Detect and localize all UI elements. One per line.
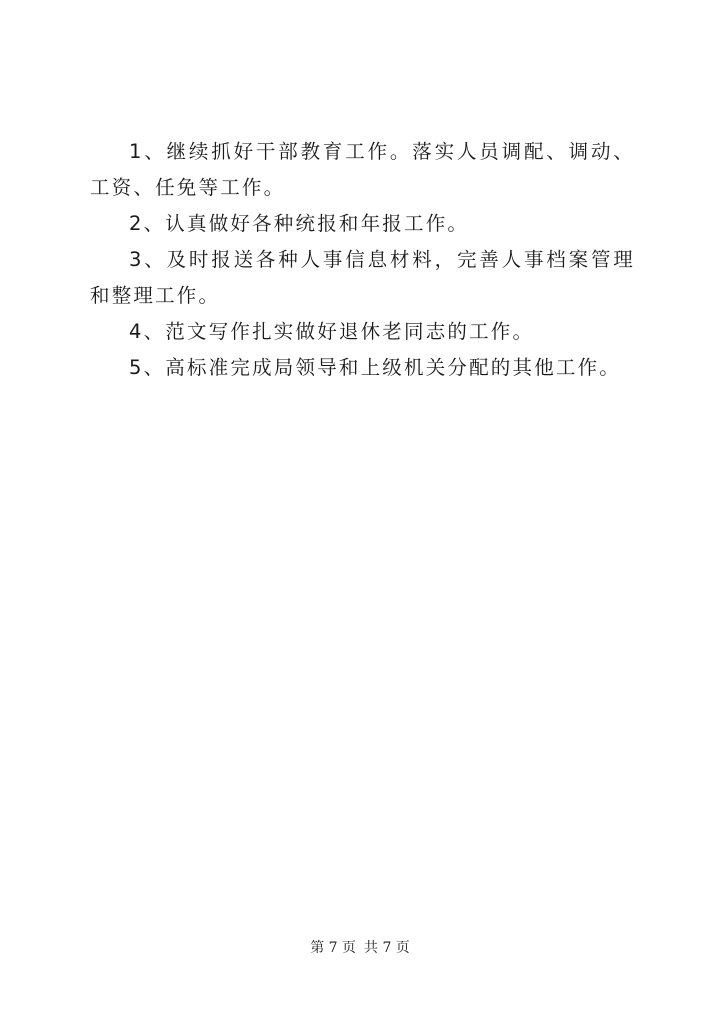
page-footer xyxy=(0,938,720,958)
page-number: 第 7 页 xyxy=(310,940,356,956)
paragraph-item-5: 5、高标准完成局领导和上级机关分配的其他工作。 xyxy=(129,356,622,379)
document-body xyxy=(90,134,635,386)
paragraph-item-2: 2、认真做好各种统报和年报工作。 xyxy=(129,212,470,235)
paragraph-item-1: 1、继续抓好干部教育工作。落实人员调配、调动、工资、任免等工作。 xyxy=(90,140,635,199)
paragraph-item-4: 4、范文写作扎实做好退休老同志的工作。 xyxy=(129,320,535,343)
page-total: 共 7 页 xyxy=(364,940,410,956)
paragraph-item-3: 3、及时报送各种人事信息材料，完善人事档案管理和整理工作。 xyxy=(90,248,635,307)
